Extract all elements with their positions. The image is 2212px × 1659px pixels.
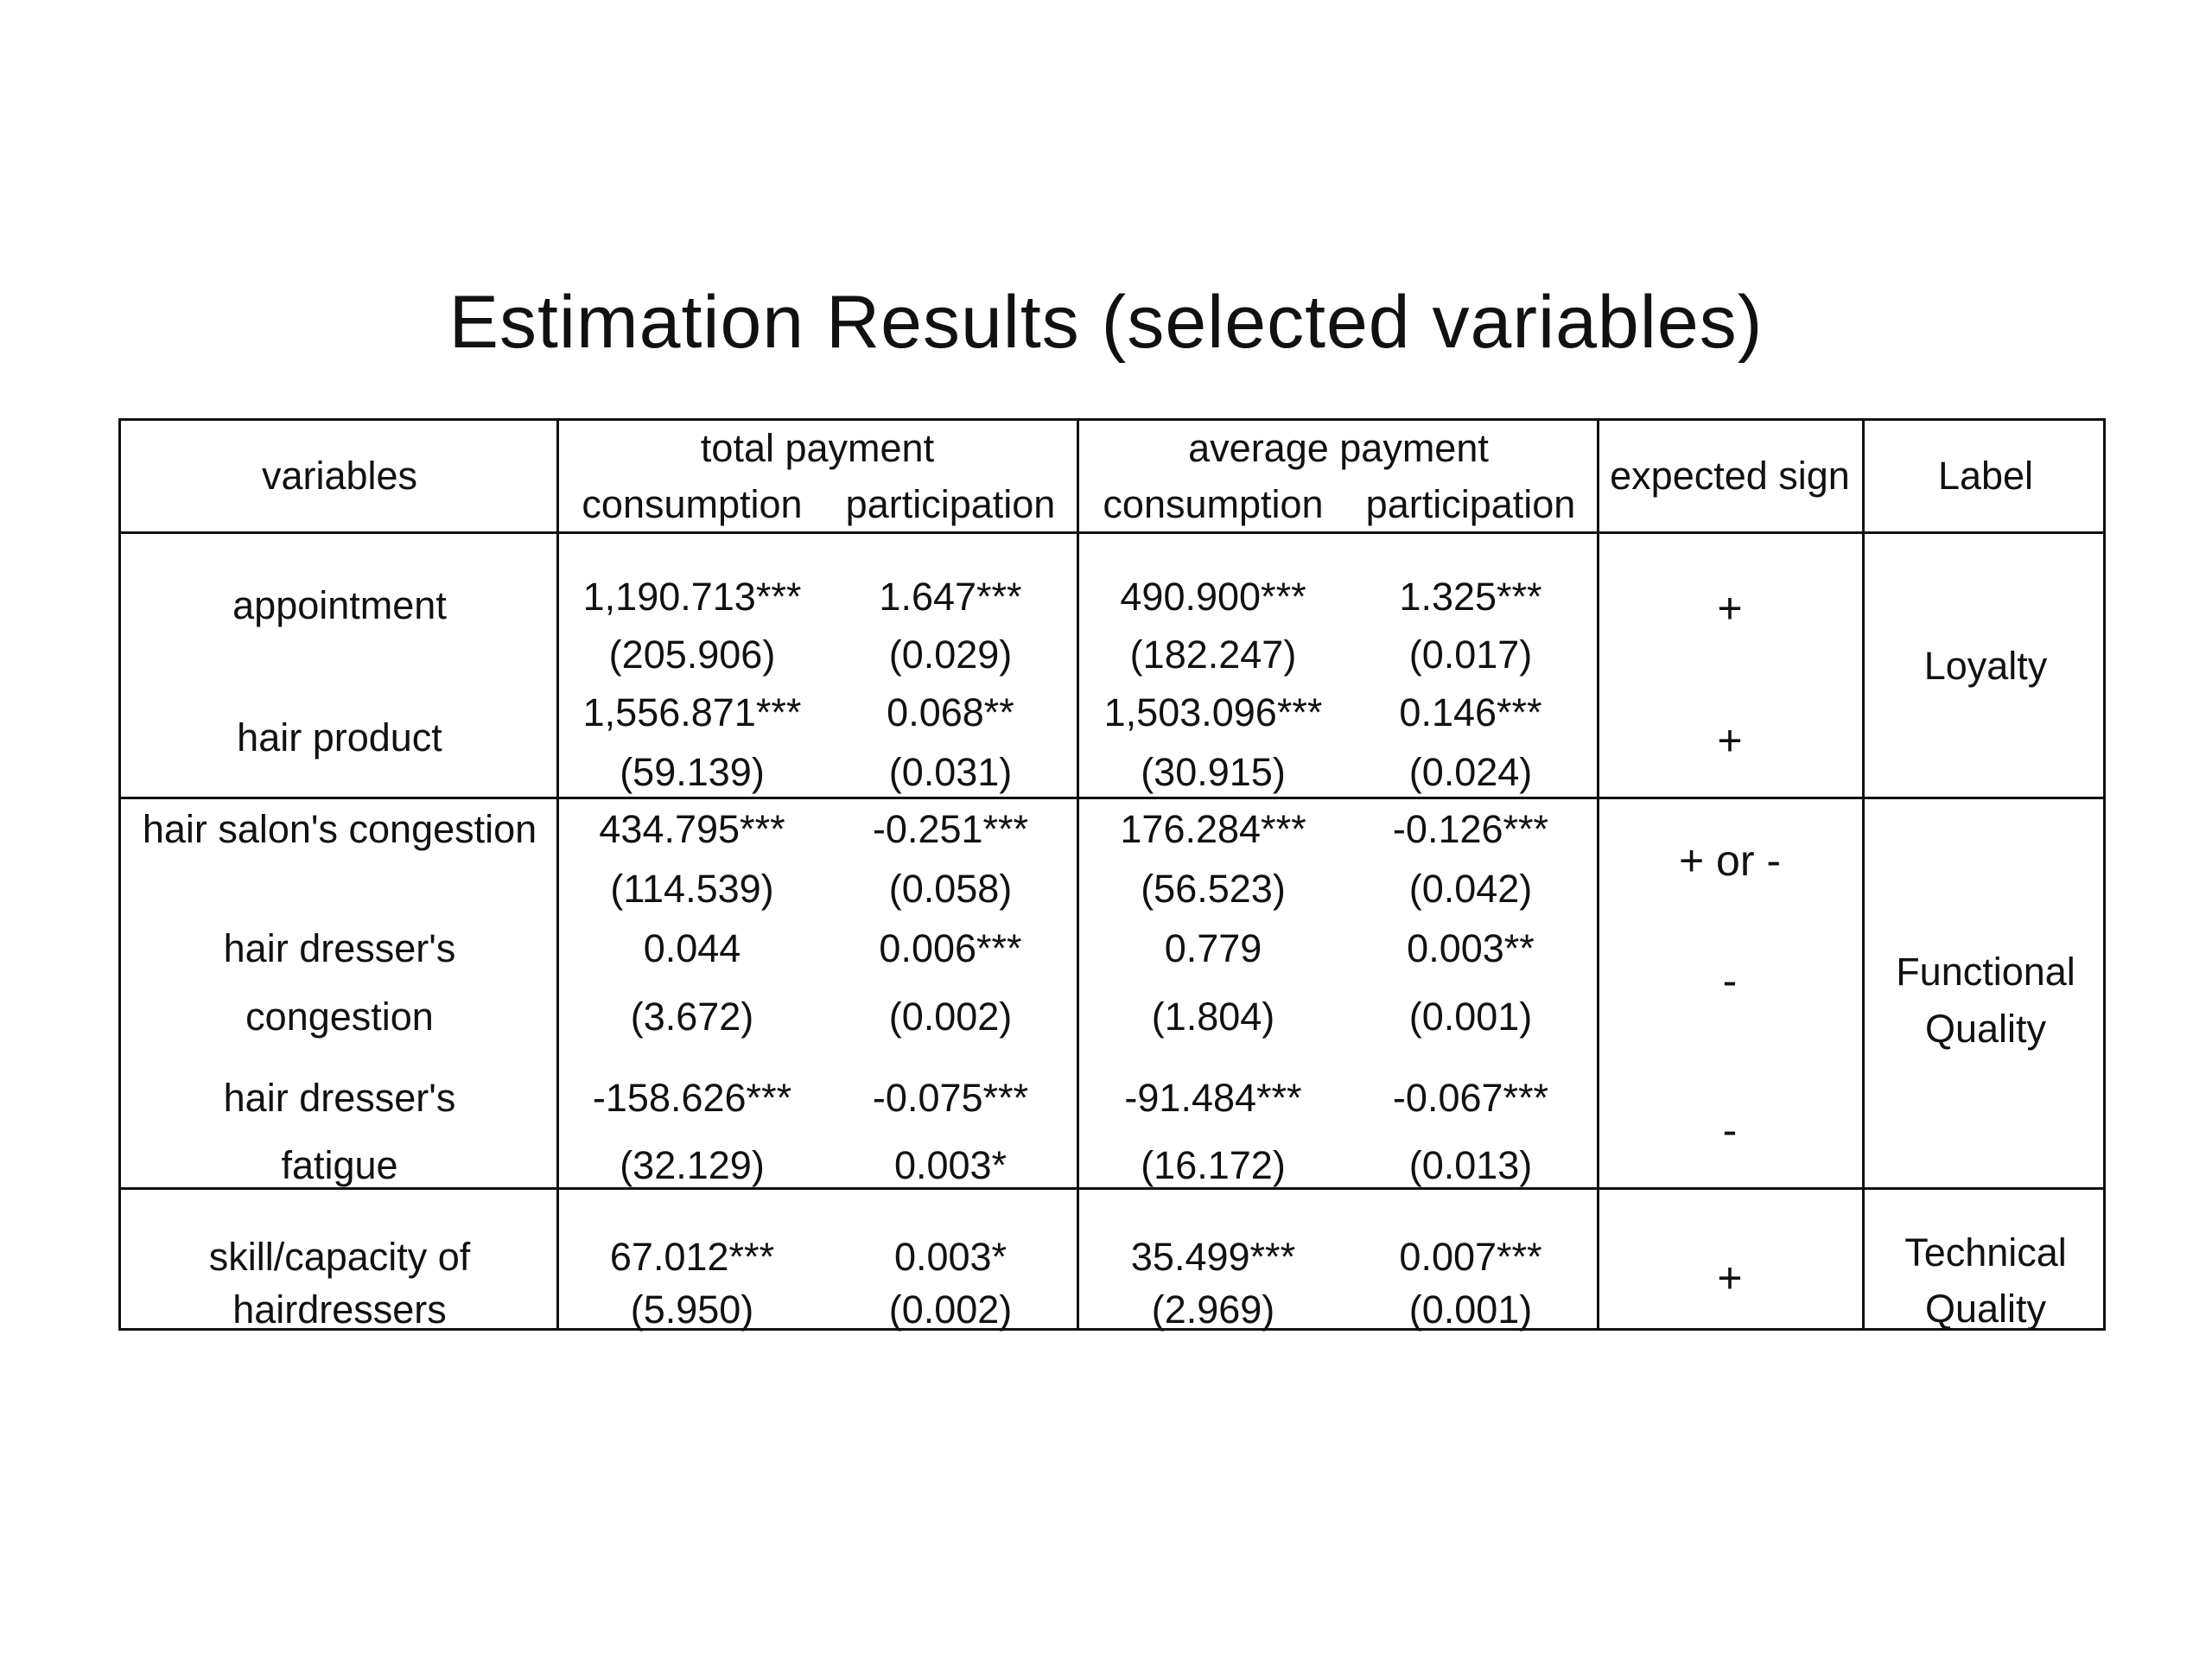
expected-sign: + xyxy=(1717,716,1743,765)
standard-error: (0.002) xyxy=(888,1287,1013,1332)
header-ap-participation: participation xyxy=(1365,482,1576,526)
standard-error: 0.003* xyxy=(893,1143,1007,1187)
slide-title: Estimation Results (selected variables) xyxy=(448,281,1764,364)
header-tp-consumption: consumption xyxy=(582,482,803,526)
coefficient: 1,503.096*** xyxy=(1103,690,1323,734)
standard-error: (0.001) xyxy=(1408,1287,1533,1332)
standard-error: (114.539) xyxy=(610,867,774,911)
column-divider xyxy=(1862,421,1865,1328)
coefficient: -0.251*** xyxy=(872,807,1029,851)
standard-error: (1.804) xyxy=(1151,995,1275,1039)
standard-error: (3.672) xyxy=(630,995,754,1039)
variable-name: skill/capacity of xyxy=(208,1235,471,1279)
column-divider xyxy=(1077,421,1079,1328)
coefficient: -0.067*** xyxy=(1392,1076,1549,1120)
standard-error: (59.139) xyxy=(620,750,765,794)
header-ap-consumption: consumption xyxy=(1103,482,1324,526)
variable-name: hair dresser's xyxy=(223,926,456,970)
expected-sign: + xyxy=(1717,584,1743,632)
variable-name: hairdressers xyxy=(232,1287,447,1332)
coefficient: 0.003* xyxy=(893,1235,1007,1279)
standard-error: (0.017) xyxy=(1408,632,1533,677)
coefficient: 67.012*** xyxy=(609,1235,775,1279)
standard-error: (0.013) xyxy=(1408,1143,1533,1187)
group-label: Technical xyxy=(1904,1230,2067,1274)
coefficient: 0.146*** xyxy=(1399,690,1542,734)
coefficient: 1.647*** xyxy=(879,575,1022,619)
header-variables: variables xyxy=(261,454,418,498)
coefficient: 0.007*** xyxy=(1399,1235,1542,1279)
standard-error: (0.042) xyxy=(1408,867,1533,911)
coefficient: 0.779 xyxy=(1164,926,1262,970)
variable-name: fatigue xyxy=(281,1143,398,1187)
coefficient: 0.003** xyxy=(1407,926,1535,970)
column-divider xyxy=(1597,421,1599,1328)
coefficient: 434.795*** xyxy=(599,807,785,851)
expected-sign: + or - xyxy=(1678,836,1782,885)
standard-error: (30.915) xyxy=(1141,750,1286,794)
standard-error: (205.906) xyxy=(608,632,776,677)
group-label: Quality xyxy=(1924,1007,2047,1051)
group-divider xyxy=(121,1187,2103,1190)
header-divider xyxy=(121,531,2103,534)
header-tp-participation: participation xyxy=(845,482,1056,526)
standard-error: (2.969) xyxy=(1151,1287,1275,1332)
coefficient: 1.325*** xyxy=(1399,575,1542,619)
coefficient: 35.499*** xyxy=(1130,1235,1296,1279)
coefficient: 0.068** xyxy=(887,690,1014,734)
variable-name: hair dresser's xyxy=(223,1076,456,1120)
coefficient: -0.075*** xyxy=(872,1076,1029,1120)
coefficient: -91.484*** xyxy=(1124,1076,1302,1120)
group-label: Loyalty xyxy=(1923,644,2048,688)
standard-error: (5.950) xyxy=(630,1287,754,1332)
column-divider xyxy=(556,421,559,1328)
standard-error: (0.029) xyxy=(888,632,1013,677)
coefficient: 1,190.713*** xyxy=(582,575,802,619)
coefficient: 490.900*** xyxy=(1120,575,1306,619)
standard-error: (56.523) xyxy=(1141,867,1286,911)
variable-name: appointment xyxy=(232,583,447,627)
header-total-payment: total payment xyxy=(700,426,935,470)
coefficient: 176.284*** xyxy=(1120,807,1306,851)
variable-name: hair salon's congestion xyxy=(142,807,537,851)
coefficient: 0.006*** xyxy=(879,926,1022,970)
standard-error: (182.247) xyxy=(1129,632,1297,677)
standard-error: (0.031) xyxy=(888,750,1013,794)
header-average-payment: average payment xyxy=(1188,426,1489,470)
coefficient: 0.044 xyxy=(643,926,741,970)
coefficient: -0.126*** xyxy=(1392,807,1549,851)
standard-error: (0.002) xyxy=(888,995,1013,1039)
variable-name: congestion xyxy=(245,995,434,1039)
standard-error: (0.058) xyxy=(888,867,1013,911)
group-divider xyxy=(121,797,2103,799)
group-label: Functional xyxy=(1896,950,2075,994)
expected-sign: - xyxy=(1722,957,1738,1005)
header-label: Label xyxy=(1937,454,2034,498)
header-expected-sign: expected sign xyxy=(1610,454,1850,498)
group-label: Quality xyxy=(1924,1287,2047,1331)
standard-error: (0.024) xyxy=(1408,750,1533,794)
coefficient: 1,556.871*** xyxy=(582,690,802,734)
standard-error: (32.129) xyxy=(620,1143,765,1187)
variable-name: hair product xyxy=(237,715,442,760)
estimation-results-table xyxy=(118,418,2106,1331)
coefficient: -158.626*** xyxy=(592,1076,792,1120)
standard-error: (0.001) xyxy=(1408,995,1533,1039)
expected-sign: - xyxy=(1722,1106,1738,1154)
expected-sign: + xyxy=(1717,1254,1743,1302)
standard-error: (16.172) xyxy=(1141,1143,1286,1187)
